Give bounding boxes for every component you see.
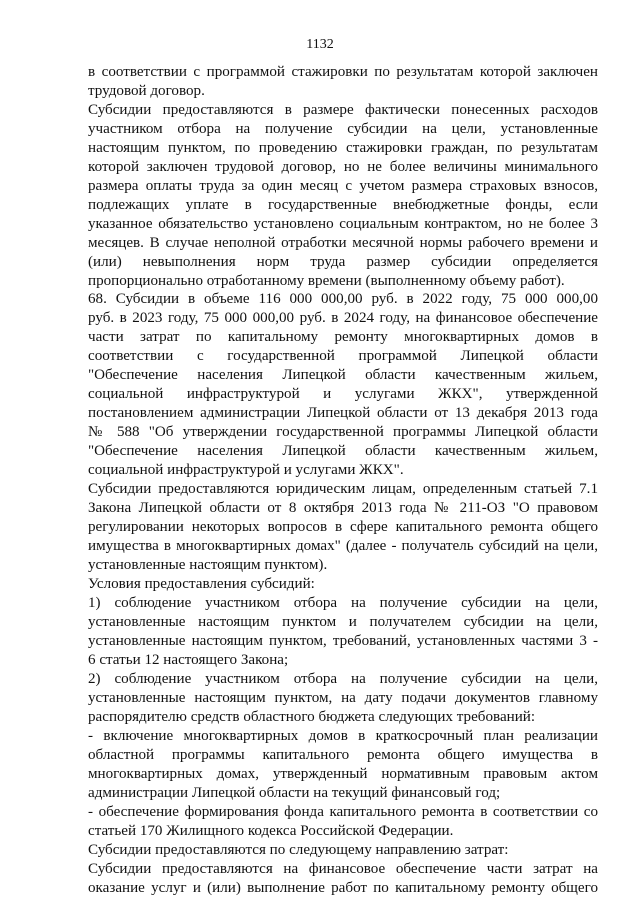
- text-line: размера оплаты труда за один месяц с учетом размера страховых взносов,: [88, 178, 598, 194]
- text-line: "Обеспечение населения Липецкой области качественным жильем,: [88, 367, 598, 383]
- page-number: 1132: [306, 37, 334, 52]
- text-line: регулировании некоторых вопросов в сфере капитального ремонта общего: [88, 519, 598, 535]
- text-line: имущества в многоквартирных домах" (далее - получатель субсидий на цели,: [88, 538, 598, 554]
- text-line: - включение многоквартирных домов в краткосрочный план реализации: [88, 728, 598, 744]
- text-line: установленные настоящим пунктом).: [88, 557, 328, 573]
- text-line: которой заключен трудовой договор, но не более величины минимального: [88, 159, 598, 175]
- text-line: 2) соблюдение участником отбора на получение субсидии на цели,: [88, 671, 598, 687]
- text-line: - обеспечение формирования фонда капитального ремонта в соответствии со: [88, 804, 598, 820]
- text-line: № 588 "Об утверждении государственной программы Липецкой области: [88, 424, 598, 440]
- text-line: "Обеспечение населения Липецкой области качественным жильем,: [88, 443, 598, 459]
- text-line: установленные настоящим пунктом, требований, установленных частями 3 -: [88, 633, 598, 649]
- text-line: указанное обязательство установлено социальным контрактом, но не более 3: [88, 216, 598, 232]
- text-line: руб. в 2023 году, 75 000 000,00 руб. в 2024 году, на финансовое обеспечение: [88, 310, 598, 326]
- text-line: установленные настоящим пунктом и получателем субсидии на цели,: [88, 614, 598, 630]
- text-line: статьей 170 Жилищного кодекса Российской Федерации.: [88, 823, 454, 839]
- text-line: распорядителю средств областного бюджета следующих требований:: [88, 709, 536, 725]
- text-block-item-68: [88, 290, 598, 898]
- text-line: Субсидии предоставляются в размере фактически понесенных расходов: [88, 102, 598, 118]
- text-line: (или) невыполнения норм труда размер субсидии определяется: [88, 254, 598, 270]
- text-line: месяцев. В случае неполной отработки месячной нормы рабочего времени и: [88, 235, 598, 251]
- text-line: 6 статьи 12 настоящего Закона;: [88, 652, 289, 668]
- text-line: установленные настоящим пунктом, на дату подачи документов главному: [88, 690, 598, 706]
- text-line: части затрат по капитальному ремонту многоквартирных домов в: [88, 329, 598, 345]
- text-line: областной программы капитального ремонта общего имущества в: [88, 747, 598, 763]
- text-line: социальной инфраструктурой и услугами ЖКХ".: [88, 462, 404, 478]
- text-line: Закона Липецкой области от 8 октября 2013 года № 211-ОЗ "О правовом: [88, 500, 598, 516]
- text-line: Условия предоставления субсидий:: [88, 576, 315, 592]
- text-line: Субсидии предоставляются по следующему направлению затрат:: [88, 842, 509, 858]
- text-line: Субсидии предоставляются юридическим лицам, определенным статьей 7.1: [88, 481, 598, 497]
- text-line: 68. Субсидии в объеме 116 000 000,00 руб. в 2022 году, 75 000 000,00: [88, 291, 598, 307]
- text-line: социальной инфраструктурой и услугами ЖКХ", утвержденной: [88, 386, 598, 402]
- text-line: постановлением администрации Липецкой области от 13 декабря 2013 года: [88, 405, 598, 421]
- text-line: 1) соблюдение участником отбора на получение субсидии на цели,: [88, 595, 598, 611]
- text-line: участником отбора на получение субсидии на цели, установленные: [88, 121, 598, 137]
- text-line: Субсидии предоставляются на финансовое обеспечение части затрат на: [88, 861, 598, 877]
- text-line: трудовой договор.: [88, 83, 205, 99]
- text-line: настоящим пунктом, по проведению стажировки граждан, по результатам: [88, 140, 598, 156]
- text-line: подлежащих уплате в государственные внебюджетные фонды, если: [88, 197, 598, 213]
- text-line: оказание услуг и (или) выполнение работ по капитальному ремонту общего: [88, 880, 598, 896]
- text-line: в соответствии с программой стажировки по результатам которой заключен: [88, 64, 598, 80]
- text-line: многоквартирных домах, утвержденный нормативным правовым актом: [88, 766, 598, 782]
- text-line: соответствии с государственной программой Липецкой области: [88, 348, 598, 364]
- text-line: администрации Липецкой области на текущий финансовый год;: [88, 785, 501, 801]
- text-line: пропорционально отработанному времени (выполненному объему работ).: [88, 273, 565, 289]
- text-block-stazhirovka: [88, 63, 598, 291]
